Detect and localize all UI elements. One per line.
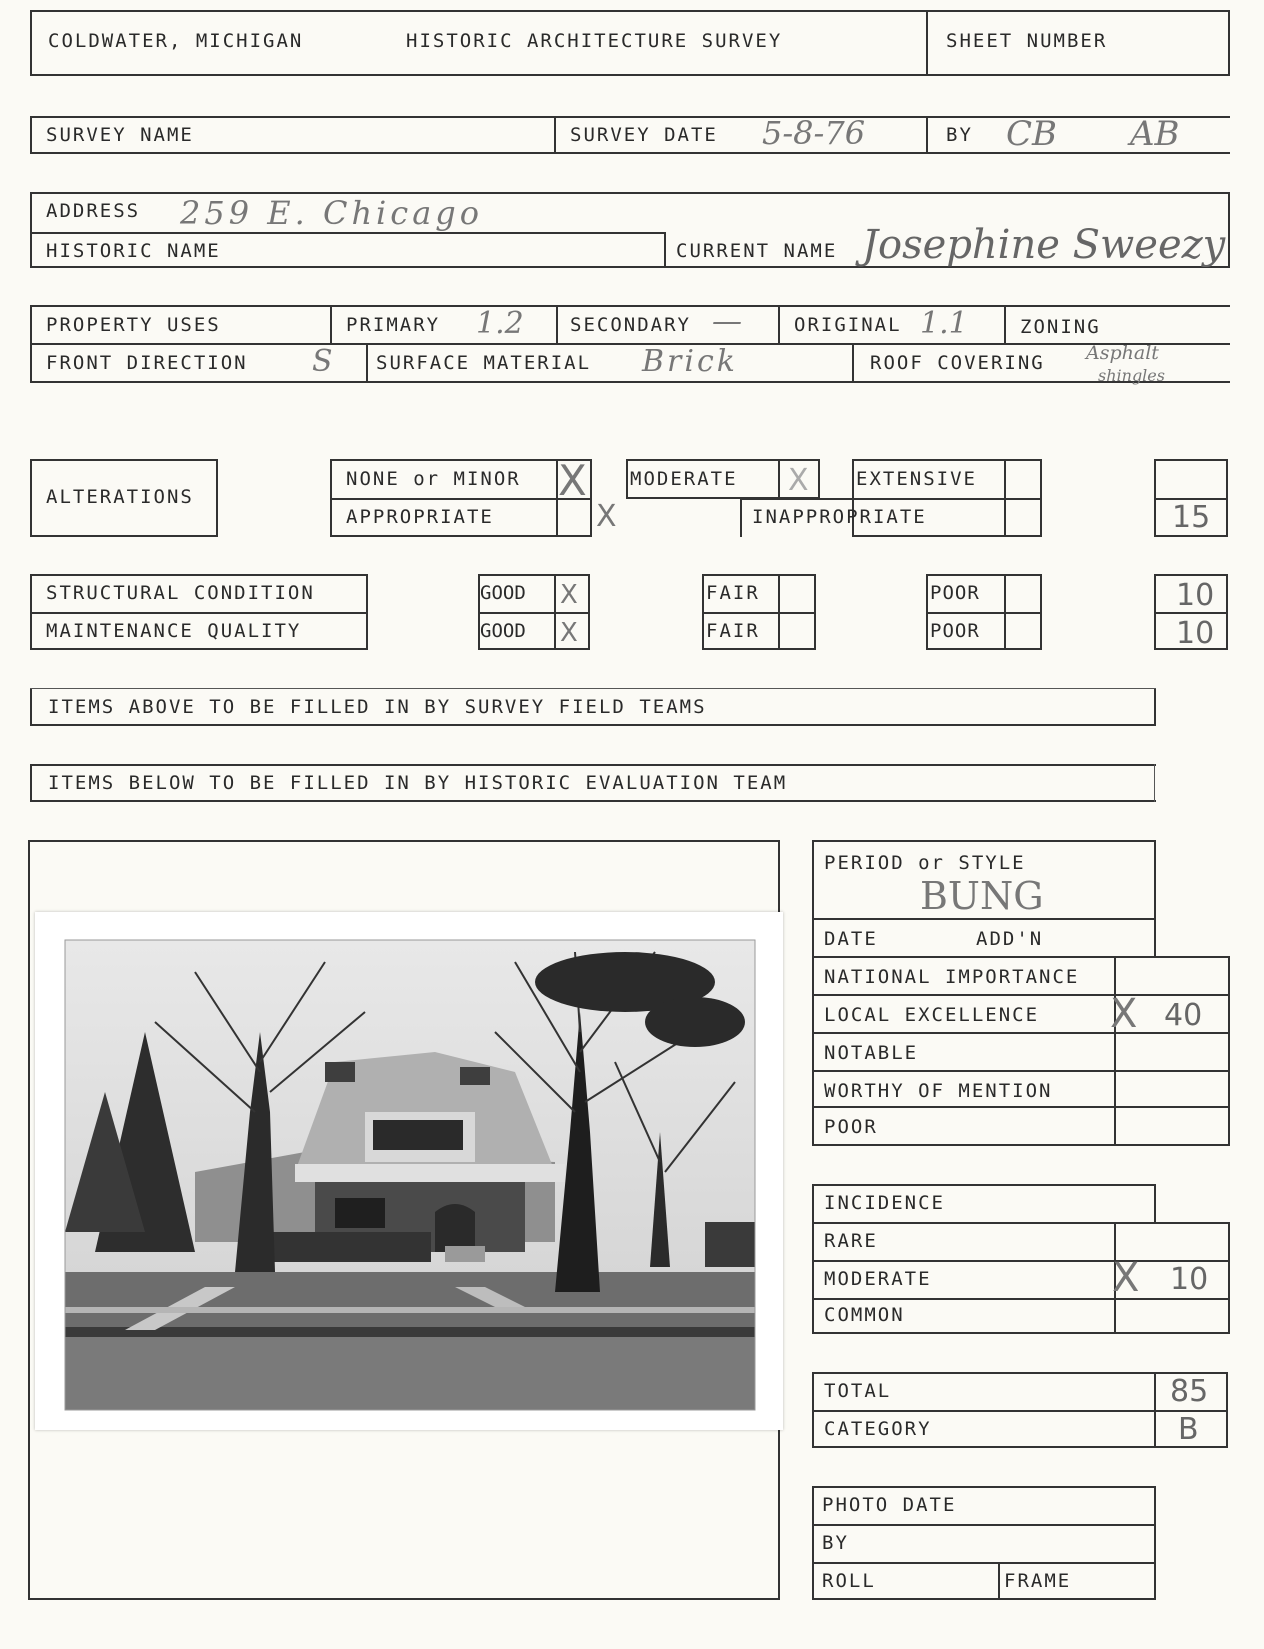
alterations-score: 15 (1172, 500, 1211, 535)
good-label-2: GOOD (480, 620, 526, 642)
secondary-label: SECONDARY (570, 314, 691, 336)
cond-line-1 (30, 612, 368, 614)
current-name-divider (664, 232, 666, 268)
incidence-label: INCIDENCE (824, 1192, 945, 1214)
structural-condition-label: STRUCTURAL CONDITION (46, 582, 315, 604)
current-name-label: CURRENT NAME (676, 240, 838, 262)
period-line-local (812, 994, 1228, 996)
none-minor-label: NONE or MINOR (346, 468, 521, 490)
survey-divider-1 (554, 116, 556, 154)
maintenance-good-check: X (560, 618, 578, 648)
poor-label-1: POOR (930, 582, 980, 604)
property-uses-label: PROPERTY USES (46, 314, 221, 336)
fair-mid (702, 612, 816, 614)
worthy-of-mention-label: WORTHY OF MENTION (824, 1080, 1053, 1102)
poor-mid (926, 612, 1042, 614)
category-value: B (1178, 1412, 1199, 1447)
frame-label: FRAME (1004, 1570, 1072, 1592)
moderate-incidence-label: MODERATE (824, 1268, 932, 1290)
period-right (1154, 840, 1156, 956)
city-label: COLDWATER, MICHIGAN (48, 30, 304, 52)
sheet-number-label: SHEET NUMBER (946, 30, 1108, 52)
incidence-line-3 (812, 1298, 1228, 1300)
local-excellence-score: 40 (1164, 998, 1203, 1033)
national-importance-label: NATIONAL IMPORTANCE (824, 966, 1080, 988)
roll-frame-div (998, 1562, 1000, 1600)
roof-covering-value-2: shingles (1098, 366, 1165, 385)
address-right-edge (1228, 192, 1230, 268)
current-name-value: Josephine Sweezy (862, 222, 1226, 268)
addn-label: ADD'N (976, 928, 1044, 950)
incidence-line-4 (812, 1332, 1228, 1334)
prop-div-4 (1004, 305, 1006, 343)
good-mid (478, 612, 590, 614)
property-inner-line (30, 343, 1230, 345)
moderate-incidence-score: 10 (1170, 1262, 1209, 1297)
survey-date-value: 5-8-76 (762, 114, 866, 152)
incidence-line-2 (812, 1260, 1228, 1262)
extensive-label: EXTENSIVE (856, 468, 977, 490)
original-label: ORIGINAL (794, 314, 902, 336)
house-photograph (35, 912, 783, 1430)
secondary-value: — (712, 304, 742, 339)
roof-covering-label: ROOF COVERING (870, 352, 1045, 374)
survey-divider-2 (926, 116, 928, 154)
roof-covering-value-1: Asphalt (1086, 342, 1159, 364)
moderate-check: X (788, 463, 809, 498)
prop-div-6 (852, 343, 854, 383)
total-value: 85 (1170, 1374, 1209, 1409)
primary-value: 1.2 (476, 306, 524, 341)
address-value: 259 E. Chicago (180, 194, 484, 232)
above-top (30, 688, 1156, 689)
date-label: DATE (824, 928, 878, 950)
totals-mid (812, 1410, 1228, 1412)
house-photo-image (35, 912, 783, 1430)
eval-score-right (1228, 956, 1230, 1146)
good-label-1: GOOD (480, 582, 526, 604)
category-label: CATEGORY (824, 1418, 932, 1440)
fair-check-div (778, 574, 780, 650)
below-instruction: ITEMS BELOW TO BE FILLED IN BY HISTORIC EVALUATION TEAM (48, 772, 788, 794)
original-value: 1.1 (920, 306, 968, 341)
inappropriate-left-edge (740, 498, 742, 537)
incidence-score-right (1228, 1222, 1230, 1334)
address-inner-line (30, 232, 664, 234)
prop-div-2 (556, 305, 558, 343)
alt-mid-line-1 (330, 498, 592, 500)
prop-div-3 (778, 305, 780, 343)
photo-info-line-1 (812, 1524, 1156, 1526)
survey-date-label: SURVEY DATE (570, 124, 718, 146)
period-line-nat (812, 956, 1228, 958)
prop-div-1 (330, 305, 332, 343)
surface-material-value: Brick (642, 344, 738, 379)
incidence-right (1154, 1184, 1156, 1224)
alt-mid-line-2 (740, 498, 1042, 500)
notable-label: NOTABLE (824, 1042, 919, 1064)
none-minor-check: X (558, 456, 587, 505)
surface-material-label: SURFACE MATERIAL (376, 352, 592, 374)
poor-label-2: POOR (930, 620, 980, 642)
local-excellence-check: X (1110, 991, 1138, 1037)
appropriate-check: X (596, 499, 617, 534)
appropriate-label: APPROPRIATE (346, 506, 494, 528)
front-direction-label: FRONT DIRECTION (46, 352, 248, 374)
front-direction-value: S (312, 344, 333, 379)
photo-date-label: PHOTO DATE (822, 1494, 957, 1516)
inappropriate-label: INAPPROPRIATE (752, 506, 927, 528)
period-line-bottom (812, 1144, 1228, 1146)
eval-check-div (1114, 956, 1116, 1146)
historic-name-label: HISTORIC NAME (46, 240, 221, 262)
alterations-label: ALTERATIONS (46, 486, 194, 508)
totals-div (1154, 1372, 1156, 1448)
fair-label-2: FAIR (706, 620, 760, 642)
survey-name-label: SURVEY NAME (46, 124, 194, 146)
prop-div-5 (366, 343, 368, 383)
maintenance-score: 10 (1176, 616, 1215, 651)
fair-label-1: FAIR (706, 582, 760, 604)
by-value-2: AB (1130, 114, 1180, 154)
moderate-label: MODERATE (630, 468, 738, 490)
total-label: TOTAL (824, 1380, 892, 1402)
incidence-line-1 (812, 1222, 1228, 1224)
structural-good-check: X (560, 580, 578, 610)
period-line-poor (812, 1106, 1228, 1108)
common-label: COMMON (824, 1304, 905, 1326)
period-line-date (812, 918, 1156, 920)
moderate-incidence-check: X (1112, 1255, 1140, 1301)
period-value: BUNG (920, 874, 1044, 918)
above-instruction: ITEMS ABOVE TO BE FILLED IN BY SURVEY FIELD TEAMS (48, 696, 707, 718)
address-label: ADDRESS (46, 200, 141, 222)
moderate-check-div (778, 459, 780, 499)
roll-label: ROLL (822, 1570, 876, 1592)
photo-info-line-2 (812, 1562, 1156, 1564)
good-check-div (554, 574, 556, 650)
maintenance-quality-label: MAINTENANCE QUALITY (46, 620, 302, 642)
by-value-1: CB (1006, 114, 1057, 154)
structural-score: 10 (1176, 578, 1215, 613)
header-divider (926, 10, 928, 76)
below-right (1154, 764, 1155, 802)
survey-title: HISTORIC ARCHITECTURE SURVEY (406, 30, 783, 52)
primary-label: PRIMARY (346, 314, 441, 336)
period-line-worthy (812, 1070, 1228, 1072)
poor-check-div (1004, 574, 1006, 650)
poor-evaluation-label: POOR (824, 1116, 878, 1138)
rare-label: RARE (824, 1230, 878, 1252)
by-label: BY (946, 124, 973, 146)
local-excellence-label: LOCAL EXCELLENCE (824, 1004, 1040, 1026)
photo-by-label: BY (822, 1532, 849, 1554)
period-label: PERIOD or STYLE (824, 852, 1026, 874)
zoning-label: ZONING (1020, 316, 1101, 338)
